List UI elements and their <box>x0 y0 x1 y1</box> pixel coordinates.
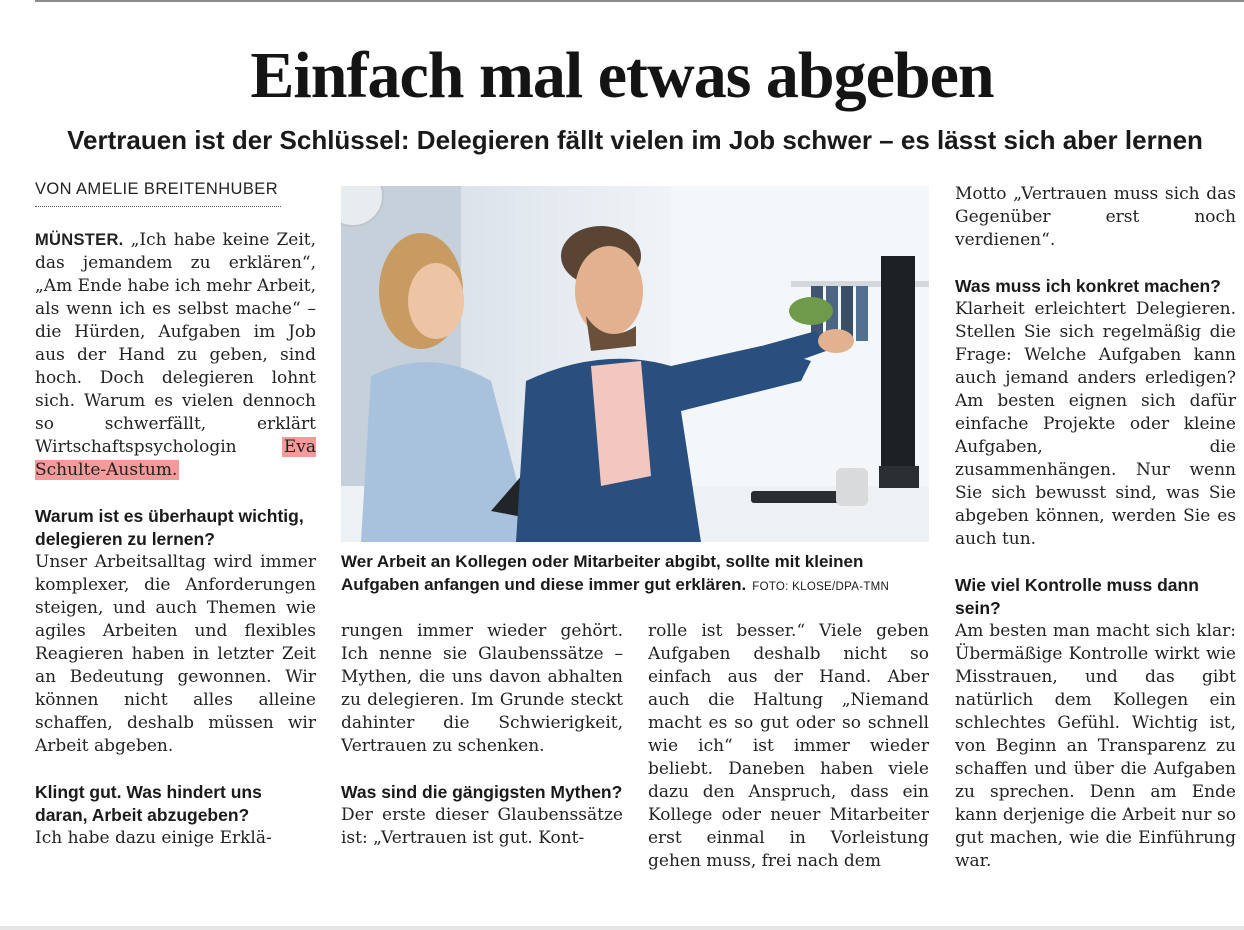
column-1 <box>35 178 316 850</box>
intro-paragraph <box>35 229 316 482</box>
column-2 <box>341 620 623 850</box>
caption-text: Wer Arbeit an Kollegen oder Mitarbeiter abgibt, sollte mit kleinen Aufgaben anfangen und diese immer gut erklären. <box>341 552 864 594</box>
answer-paragraph-3-continued: rolle ist besser.“ Viele geben Aufgaben deshalb nicht so einfach aus der Hand. Aber auch die Haltung „Niemand macht es so gut oder so schnell wie ich“ ist immer wieder beliebt. Daneben haben viele dazu den Anspruch, dass ein Kollege oder neuer Mitarbeiter erst einmal in Vorleistung gehen muss, frei nach dem <box>648 621 929 871</box>
column-4 <box>955 183 1236 873</box>
headline: Einfach mal etwas abgeben <box>250 39 994 112</box>
subheadline: Vertrauen ist der Schlüssel: Delegieren fällt vielen im Job schwer – es lässt sich aber lernen <box>67 125 1203 155</box>
column-3 <box>648 620 929 873</box>
byline: VON AMELIE BREITENHUBER <box>35 178 281 207</box>
question-heading-5: Wie viel Kontrolle muss dann sein? <box>955 575 1199 618</box>
answer-paragraph-2: Ich habe dazu einige Erklä- <box>35 828 272 848</box>
bottom-rule <box>0 926 1244 930</box>
answer-paragraph-5: Am besten man macht sich klar: Übermäßige Kontrolle wirkt wie Misstrauen, und das gibt natürlich dem Kollegen ein schlechtes Gefühl. Wichtig ist, von Beginn an Transparenz zu schaffen und über die Aufgaben zu sprechen. Denn am Ende kann derjenige die Arbeit nur so gut machen, wie die Einführung war. <box>955 621 1236 871</box>
answer-paragraph-2-continued: rungen immer wieder gehört. Ich nenne sie Glaubenssätze – Mythen, die uns davon abhalten zu delegieren. Im Grunde steckt dahinter die Schwierigkeit, Vertrauen zu schenken. <box>341 621 623 756</box>
answer-paragraph-3: Der erste dieser Glaubenssätze ist: „Vertrauen ist gut. Kont- <box>341 805 623 848</box>
answer-paragraph-4: Klarheit erleichtert Delegieren. Stellen Sie sich regelmäßig die Frage: Welche Aufgaben kann auch jemand anders erledigen? Am besten eignen sich dafür einfache Projekte oder kleine Aufgaben, die zusammenhängen. Nur wenn Sie sich bewusst sind, was Sie abgeben können, werden Sie es auch tun. <box>955 299 1236 549</box>
photo-illustration <box>341 186 929 542</box>
dateline-city: MÜNSTER. <box>35 231 124 249</box>
answer-paragraph-1: Unser Arbeitsalltag wird immer komplexer, die Anforderungen steigen, und auch Themen wie agiles Arbeiten und flexibles Reagieren haben in letzter Zeit an Bedeutung gewonnen. Wir können nicht alles alleine schaffen, deshalb müssen wir Arbeit abgeben. <box>35 552 316 756</box>
photo-caption <box>341 550 931 599</box>
question-heading-4: Was muss ich konkret machen? <box>955 276 1221 296</box>
highlighted-name[interactable]: Eva Schulte-Austum. <box>35 437 316 480</box>
article-photo <box>341 186 929 542</box>
top-rule <box>35 0 1244 2</box>
question-heading-1: Warum ist es überhaupt wichtig, delegieren zu lernen? <box>35 506 304 549</box>
question-heading-3: Was sind die gängigsten Mythen? <box>341 782 623 802</box>
intro-text: „Ich habe keine Zeit, das jemandem zu erklären“, „Am Ende habe ich mehr Arbeit, als wenn ich es selbst mache“ – die Hürden, Aufgaben im Job aus der Hand zu geben, sind hoch. Doch delegieren lohnt sich. Warum es vielen dennoch so schwerfällt, erklärt Wirtschaftspsychologin <box>35 230 316 457</box>
question-heading-2: Klingt gut. Was hindert uns daran, Arbeit abzugeben? <box>35 782 262 825</box>
answer-paragraph-3-end: Motto „Vertrauen muss sich das Gegenüber erst noch verdienen“. <box>955 184 1236 250</box>
photo-credit: FOTO: KLOSE/DPA-TMN <box>752 581 890 593</box>
